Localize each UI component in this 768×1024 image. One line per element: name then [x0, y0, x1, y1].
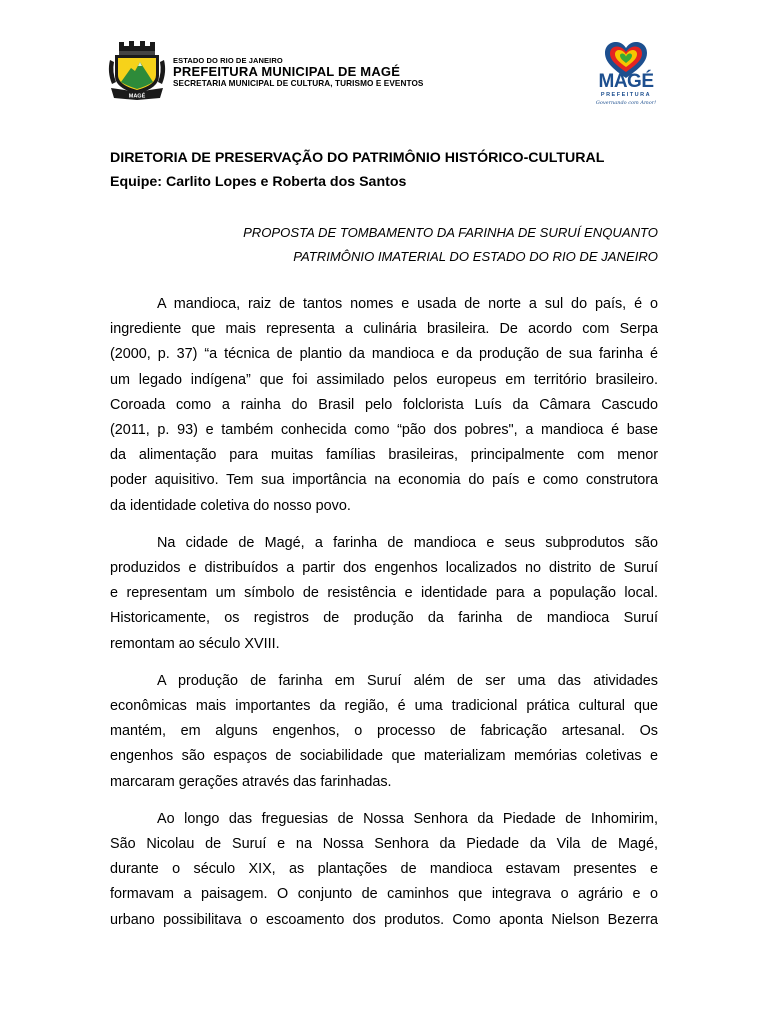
text-line: A mandioca, raiz de tantos nomes e usada de norte a sul do país, é o [157, 296, 658, 312]
logo-slogan: Governando com Amor! [595, 100, 657, 106]
paragraph [110, 292, 658, 519]
text-line: da alimentação para muitas famílias brasileiras, principalmente com menor [110, 447, 658, 464]
municipal-crest-icon [107, 38, 167, 100]
secretariat-name: SECRETARIA MUNICIPAL DE CULTURA, TURISMO E EVENTOS [173, 79, 424, 88]
text-line: um legado indígena” que foi assimilado pelos europeus em território brasileiro. [110, 371, 658, 388]
text-line: (2011, p. 93) e também conhecida como “pão dos pobres", a mandioca é base [110, 422, 658, 439]
document-body [110, 146, 658, 945]
text-line: São Nicolau de Suruí e na Nossa Senhora da Piedade da Vila de Magé, [110, 836, 658, 853]
text-line: (2000, p. 37) “a técnica de plantio da mandioca e da produção de sua farinha é [110, 346, 658, 363]
paragraphs [110, 292, 658, 933]
text-line: Coroada como a rainha do Brasil pelo folclorista Luís da Câmara Cascudo [110, 396, 658, 413]
letterhead [0, 30, 768, 110]
directorate-heading: DIRETORIA DE PRESERVAÇÃO DO PATRIMÔNIO HISTÓRICO-CULTURAL [110, 150, 605, 166]
text-line: da identidade coletiva do nosso povo. [110, 497, 351, 514]
text-line: e representam um símbolo de resistência e identidade para a população local. [110, 585, 658, 602]
paragraph [110, 531, 658, 657]
proposal-line: PROPOSTA DE TOMBAMENTO DA FARINHA DE SURUÍ ENQUANTO [243, 225, 658, 240]
text-line: formavam a paisagem. O conjunto de caminhos que integrava o agrário e o [110, 886, 658, 903]
text-line: urbano possibilitava o escoamento dos produtos. Como aponta Nielson Bezerra [110, 911, 658, 928]
proposal-title [110, 221, 658, 269]
text-line: engenhos são espaços de sociabilidade que materializam memórias coletivas e [110, 748, 658, 765]
paragraph [110, 807, 658, 933]
prefecture-name: PREFEITURA MUNICIPAL DE MAGÉ [173, 64, 401, 79]
paragraph [110, 669, 658, 795]
text-line: durante o século XIX, as plantações de mandioca estavam presentes e [110, 861, 658, 878]
text-line: econômicas mais importantes da região, é uma tradicional prática cultural que [110, 698, 658, 715]
text-line: Historicamente, os registros de produção da farinha de mandioca Suruí [110, 610, 658, 627]
crest-banner-text: MAGÉ [128, 93, 146, 100]
text-line: marcaram gerações através das farinhadas. [110, 773, 392, 790]
text-line: ingrediente que mais representa a culinária brasileira. De acordo com Serpa [110, 321, 658, 338]
mage-city-logo [588, 41, 664, 113]
state-name: ESTADO DO RIO DE JANEIRO [173, 56, 283, 65]
proposal-line: PATRIMÔNIO IMATERIAL DO ESTADO DO RIO DE JANEIRO [293, 249, 658, 264]
text-line: remontam ao século XVIII. [110, 635, 280, 652]
text-line: Na cidade de Magé, a farinha de mandioca e seus subprodutos são [157, 534, 658, 551]
logo-name: MAGÉ [598, 71, 654, 92]
team-line: Equipe: Carlito Lopes e Roberta dos Santos [110, 174, 407, 190]
text-line: A produção de farinha em Suruí além de ser uma das atividades [157, 672, 658, 689]
text-line: poder aquisitivo. Tem sua importância na economia do país e como construtora [110, 472, 658, 489]
text-line: mantém, em alguns engenhos, o processo de fabricação artesanal. Os [110, 723, 658, 740]
logo-subtitle: PREFEITURA [600, 92, 652, 98]
text-line: produzidos e distribuídos a partir dos engenhos localizados no distrito de Suruí [110, 560, 658, 577]
text-line: Ao longo das freguesias de Nossa Senhora da Piedade de Inhomirim, [157, 810, 658, 827]
letterhead-text [173, 56, 503, 89]
